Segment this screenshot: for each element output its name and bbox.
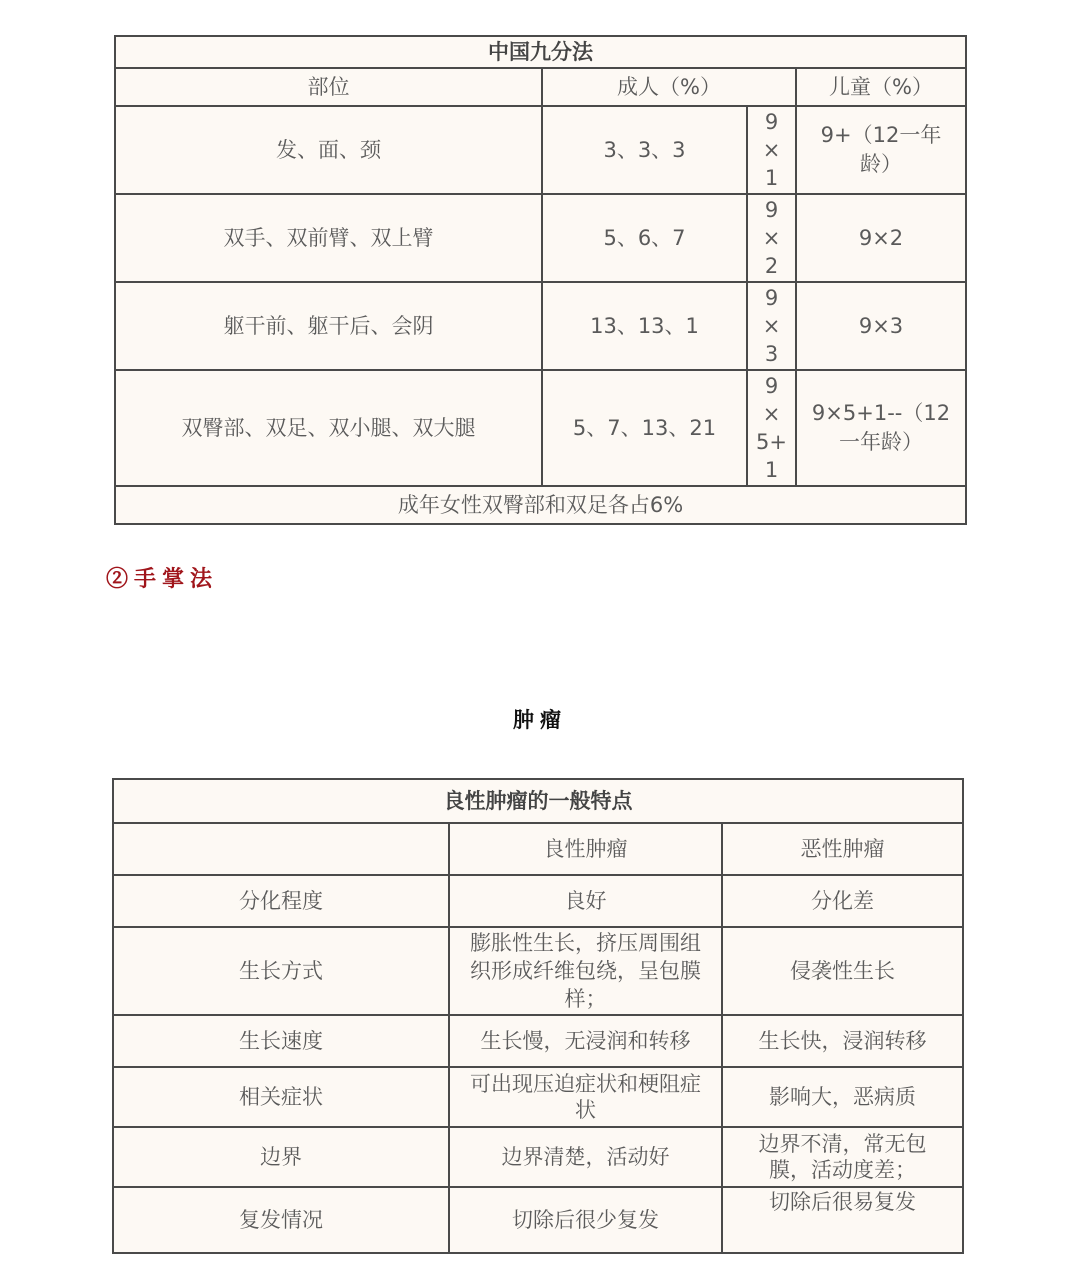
row-benign: 生长慢，无浸润和转移 bbox=[480, 1028, 691, 1053]
table-footer: 成年女性双臀部和双足各占6% bbox=[397, 492, 684, 517]
nine-part: 9 bbox=[764, 374, 779, 398]
nine-part: 1 bbox=[764, 458, 779, 482]
table-title: 良性肿瘤的一般特点 bbox=[443, 788, 633, 813]
row-benign: 切除后很少复发 bbox=[512, 1207, 659, 1232]
row-nine bbox=[748, 283, 795, 369]
row-adult: 5、7、13、21 bbox=[572, 415, 717, 440]
row-benign: 良好 bbox=[564, 888, 607, 913]
nine-part: 3 bbox=[764, 342, 779, 366]
row-feature: 相关症状 bbox=[239, 1084, 323, 1109]
row-feature: 生长速度 bbox=[239, 1028, 323, 1053]
row-part: 躯干前、躯干后、会阴 bbox=[223, 313, 434, 338]
row-malignant: 侵袭性生长 bbox=[790, 958, 895, 983]
row-malignant: 生长快，浸润转移 bbox=[758, 1028, 927, 1053]
nine-part: 9 bbox=[764, 198, 779, 222]
nine-part: × bbox=[762, 314, 781, 338]
row-part: 发、面、颈 bbox=[276, 137, 381, 162]
row-part: 双手、双前臂、双上臂 bbox=[223, 225, 434, 250]
nine-rule-table bbox=[114, 35, 967, 525]
row-feature: 边界 bbox=[260, 1144, 302, 1169]
row-child: 9×3 bbox=[858, 313, 904, 338]
row-part: 双臀部、双足、双小腿、双大腿 bbox=[181, 415, 476, 440]
nine-part: 2 bbox=[764, 254, 779, 278]
nine-part: 5+ bbox=[756, 430, 787, 454]
tumor-table bbox=[112, 778, 964, 1254]
row-child: 9×5+1--（12一年龄） bbox=[811, 401, 951, 454]
header-malignant: 恶性肿瘤 bbox=[800, 836, 885, 861]
nine-part: 9 bbox=[764, 110, 779, 134]
nine-part: × bbox=[762, 402, 781, 426]
row-benign: 可出现压迫症状和梗阻症状 bbox=[470, 1072, 701, 1122]
row-child: 9×2 bbox=[858, 225, 904, 250]
row-malignant: 影响大，恶病质 bbox=[769, 1084, 916, 1109]
row-malignant: 切除后很易复发 bbox=[769, 1190, 916, 1214]
header-benign: 良性肿瘤 bbox=[543, 836, 628, 861]
header-part: 部位 bbox=[307, 74, 350, 99]
header-feature bbox=[114, 824, 448, 874]
header-child: 儿童（%） bbox=[829, 74, 933, 99]
table-title: 中国九分法 bbox=[488, 39, 593, 64]
row-nine bbox=[748, 107, 795, 193]
row-benign: 边界清楚，活动好 bbox=[501, 1144, 670, 1169]
nine-part: × bbox=[762, 226, 781, 250]
row-child: 9+（12一年龄） bbox=[820, 123, 942, 176]
nine-part: 1 bbox=[764, 166, 779, 190]
row-malignant: 分化差 bbox=[811, 888, 874, 913]
section-heading: ②手掌法 bbox=[106, 566, 219, 592]
nine-part: × bbox=[762, 138, 781, 162]
row-feature: 分化程度 bbox=[239, 888, 323, 913]
row-adult: 5、6、7 bbox=[603, 225, 686, 250]
row-adult: 13、13、1 bbox=[590, 313, 699, 338]
row-feature: 生长方式 bbox=[239, 958, 323, 983]
tumor-heading: 肿瘤 bbox=[513, 707, 567, 732]
row-nine bbox=[748, 195, 795, 281]
header-adult: 成人（%） bbox=[617, 74, 721, 99]
row-adult: 3、3、3 bbox=[603, 137, 686, 162]
row-malignant: 边界不清，常无包膜，活动度差； bbox=[758, 1132, 927, 1182]
nine-part: 9 bbox=[764, 286, 779, 310]
row-benign: 膨胀性生长，挤压周围组织形成纤维包绕，呈包膜样； bbox=[470, 931, 701, 1011]
row-feature: 复发情况 bbox=[239, 1207, 323, 1232]
row-nine bbox=[748, 371, 795, 485]
